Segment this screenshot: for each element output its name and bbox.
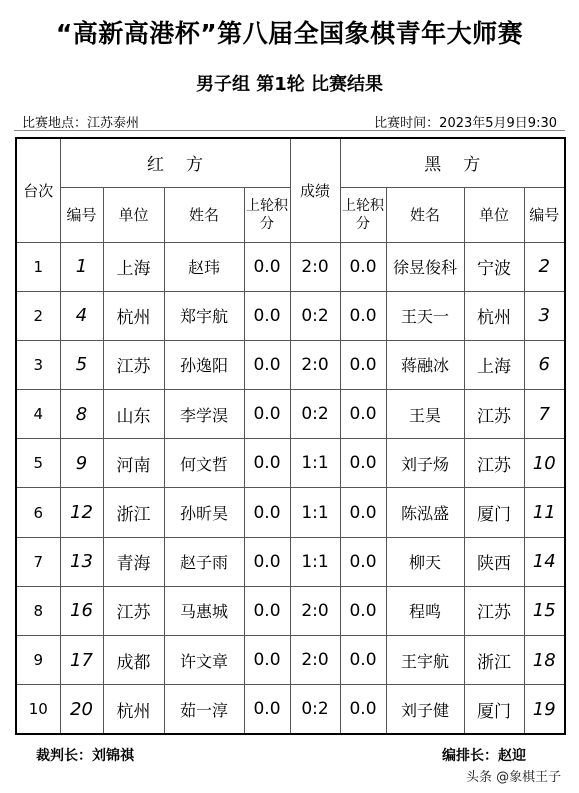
page-subtitle: 男子组 第1轮 比赛结果 (195, 74, 384, 95)
red-player-name: 何文哲 (164, 439, 244, 488)
red-player-number: 1 (60, 242, 103, 291)
col-header-black-unit: 单位 (464, 187, 524, 242)
black-player-number: 11 (524, 488, 565, 537)
black-player-unit: 江苏 (464, 586, 524, 635)
black-player-name: 刘子健 (386, 685, 464, 734)
red-player-unit: 杭州 (103, 291, 164, 340)
table-number: 10 (16, 685, 60, 734)
col-header-red-side: 红方 (60, 138, 290, 187)
red-player-number: 9 (60, 439, 103, 488)
col-header-black-side: 黑方 (340, 138, 565, 187)
red-prev-points: 0.0 (244, 439, 290, 488)
red-player-unit: 河南 (103, 439, 164, 488)
black-prev-points: 0.0 (340, 390, 386, 439)
red-prev-points: 0.0 (244, 340, 290, 389)
black-prev-points: 0.0 (340, 685, 386, 734)
table-number: 8 (16, 586, 60, 635)
table-number: 5 (16, 439, 60, 488)
game-result: 2:0 (290, 636, 340, 685)
black-prev-points: 0.0 (340, 291, 386, 340)
black-player-number: 18 (524, 636, 565, 685)
black-player-number: 6 (524, 340, 565, 389)
black-player-name: 王昊 (386, 390, 464, 439)
black-player-unit: 厦门 (464, 685, 524, 734)
red-prev-points: 0.0 (244, 488, 290, 537)
red-player-number: 12 (60, 488, 103, 537)
black-player-number: 14 (524, 537, 565, 586)
table-row (16, 685, 565, 734)
game-result: 2:0 (290, 242, 340, 291)
col-header-red-number: 编号 (60, 187, 103, 242)
black-prev-points: 0.0 (340, 586, 386, 635)
col-header-red-name: 姓名 (164, 187, 244, 242)
black-prev-points: 0.0 (340, 439, 386, 488)
table-row (16, 636, 565, 685)
table-number: 3 (16, 340, 60, 389)
col-header-result: 成绩 (290, 138, 340, 242)
table-row (16, 439, 565, 488)
game-result: 1:1 (290, 537, 340, 586)
col-header-black-prev-points: 上轮积分 (340, 187, 386, 242)
red-player-unit: 青海 (103, 537, 164, 586)
red-prev-points: 0.0 (244, 390, 290, 439)
red-player-number: 4 (60, 291, 103, 340)
black-player-name: 程鸣 (386, 586, 464, 635)
black-player-name: 王宇航 (386, 636, 464, 685)
game-result: 0:2 (290, 291, 340, 340)
black-player-name: 刘子炀 (386, 439, 464, 488)
red-player-name: 孙逸阳 (164, 340, 244, 389)
chief-referee-text: 裁判长：刘锦祺 (36, 748, 134, 764)
game-result: 2:0 (290, 586, 340, 635)
game-result: 1:1 (290, 439, 340, 488)
red-player-name: 孙昕昊 (164, 488, 244, 537)
red-prev-points: 0.0 (244, 636, 290, 685)
header-divider (14, 130, 565, 131)
black-player-number: 19 (524, 685, 565, 734)
col-header-black-number: 编号 (524, 187, 565, 242)
red-player-name: 李学淏 (164, 390, 244, 439)
table-number: 4 (16, 390, 60, 439)
black-prev-points: 0.0 (340, 488, 386, 537)
red-prev-points: 0.0 (244, 537, 290, 586)
header-row-top (16, 138, 565, 187)
table-number: 2 (16, 291, 60, 340)
red-player-number: 20 (60, 685, 103, 734)
red-player-unit: 杭州 (103, 685, 164, 734)
black-player-unit: 陕西 (464, 537, 524, 586)
table-row (16, 291, 565, 340)
col-header-red-unit: 单位 (103, 187, 164, 242)
red-player-number: 16 (60, 586, 103, 635)
black-player-unit: 杭州 (464, 291, 524, 340)
red-prev-points: 0.0 (244, 586, 290, 635)
black-player-unit: 厦门 (464, 488, 524, 537)
red-player-unit: 上海 (103, 242, 164, 291)
black-player-unit: 宁波 (464, 242, 524, 291)
red-prev-points: 0.0 (244, 242, 290, 291)
table-row (16, 586, 565, 635)
black-prev-points: 0.0 (340, 242, 386, 291)
black-player-unit: 江苏 (464, 439, 524, 488)
table-number: 9 (16, 636, 60, 685)
page-title: “高新高港杯”第八届全国象棋青年大师赛 (55, 19, 524, 48)
results-table (15, 137, 566, 735)
red-player-name: 赵子雨 (164, 537, 244, 586)
red-player-number: 13 (60, 537, 103, 586)
game-result: 0:2 (290, 685, 340, 734)
table-row (16, 340, 565, 389)
black-prev-points: 0.0 (340, 340, 386, 389)
red-prev-points: 0.0 (244, 685, 290, 734)
black-player-name: 陈泓盛 (386, 488, 464, 537)
red-player-name: 赵玮 (164, 242, 244, 291)
black-player-name: 蒋融冰 (386, 340, 464, 389)
black-player-number: 7 (524, 390, 565, 439)
watermark-text: 头条 @象棋王子 (463, 765, 564, 786)
red-player-name: 茹一淳 (164, 685, 244, 734)
table-row (16, 390, 565, 439)
red-player-unit: 江苏 (103, 586, 164, 635)
game-result: 2:0 (290, 340, 340, 389)
col-header-black-name: 姓名 (386, 187, 464, 242)
black-prev-points: 0.0 (340, 636, 386, 685)
red-player-name: 许文章 (164, 636, 244, 685)
red-prev-points: 0.0 (244, 291, 290, 340)
red-player-unit: 江苏 (103, 340, 164, 389)
black-player-unit: 江苏 (464, 390, 524, 439)
black-prev-points: 0.0 (340, 537, 386, 586)
black-player-name: 柳天 (386, 537, 464, 586)
black-player-number: 10 (524, 439, 565, 488)
red-player-unit: 成都 (103, 636, 164, 685)
red-player-unit: 山东 (103, 390, 164, 439)
black-player-name: 徐昱俊科 (386, 242, 464, 291)
col-header-table-no: 台次 (16, 138, 60, 242)
black-player-name: 王天一 (386, 291, 464, 340)
game-result: 1:1 (290, 488, 340, 537)
table-row (16, 537, 565, 586)
venue-text: 比赛地点：江苏泰州 (22, 116, 140, 131)
red-player-name: 郑宇航 (164, 291, 244, 340)
red-player-number: 17 (60, 636, 103, 685)
red-player-name: 马惠城 (164, 586, 244, 635)
col-header-red-prev-points: 上轮积分 (244, 187, 290, 242)
table-row (16, 488, 565, 537)
table-number: 1 (16, 242, 60, 291)
black-player-number: 2 (524, 242, 565, 291)
arranger-text: 编排长：赵迎 (442, 748, 526, 764)
red-player-number: 8 (60, 390, 103, 439)
time-text: 比赛时间：2023年5月9日9:30 (374, 116, 557, 131)
table-number: 7 (16, 537, 60, 586)
table-number: 6 (16, 488, 60, 537)
black-player-number: 3 (524, 291, 565, 340)
table-row (16, 242, 565, 291)
black-player-unit: 上海 (464, 340, 524, 389)
red-player-number: 5 (60, 340, 103, 389)
black-player-number: 15 (524, 586, 565, 635)
red-player-unit: 浙江 (103, 488, 164, 537)
game-result: 0:2 (290, 390, 340, 439)
black-player-unit: 浙江 (464, 636, 524, 685)
